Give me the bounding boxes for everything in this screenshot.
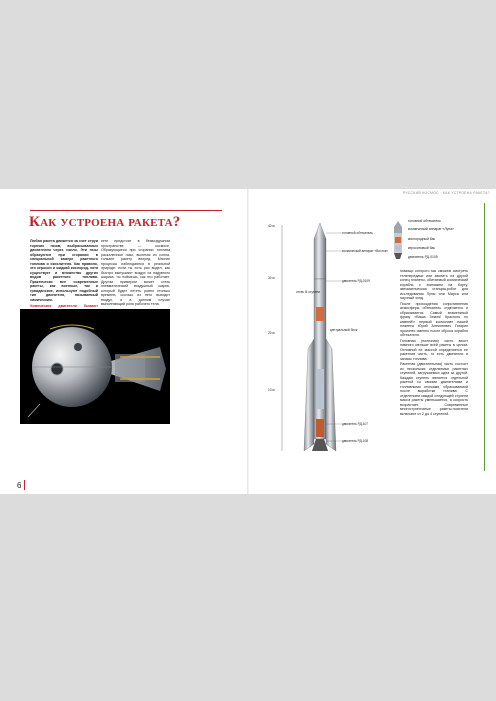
vostok-rocket-cutaway — [260, 219, 400, 474]
height-label: 20 м — [268, 331, 275, 335]
moon-label: головной обтекатель — [408, 219, 441, 223]
moon-label: кислородный бак — [408, 237, 436, 241]
page-number-bar — [24, 480, 25, 490]
diagram-label: центральный блок — [330, 328, 358, 332]
page-number: 6 — [17, 481, 22, 490]
moon-label: космический аппарат «Луна» — [408, 227, 455, 231]
book-spread — [0, 189, 496, 494]
title-rule — [30, 210, 222, 211]
right-page-rule — [484, 203, 485, 471]
diagram-label: головной обтекатель — [342, 231, 373, 235]
height-scale — [268, 224, 282, 451]
height-label: 30 м — [268, 276, 275, 280]
diagram-label: отсек III ступени — [296, 290, 321, 294]
paragraph: Головная (полезная) часть весит намного меньше всей ракеты в целом. Основной ее массой определяется ее ракетная часть, то есть двигатели и запасы топлива. — [400, 338, 468, 361]
book-gutter — [247, 189, 249, 494]
vostok-capsule-photo — [20, 309, 170, 424]
diagram-label: двигатель РД-107 — [342, 422, 369, 426]
page-title: Как устроена ракета? — [29, 214, 181, 230]
lead-paragraph: Любая ракета движется за счет струи горячих газов, выбрасываемых двигателем через сопло. Эти газы образуются при сгорании в специальной камере ракетного топлива и окислителя. Как правило, это керосин и жидкий кислород, хотя существует и множество других видов ракетного топлива. Практически все современные ракеты, как военные, так и гражданские, используют подобный тип двигателя, называемый химическим. — [30, 239, 98, 302]
moon-rocket-detail — [392, 219, 484, 269]
vostok-capsule-illustration — [20, 309, 170, 424]
diagram-label: двигатель РД-0109 — [342, 279, 370, 283]
moon-label: керосиновый бак — [408, 246, 435, 250]
paragraph: После прохождения сопротивления атмосферы обтекатель отделяется и сбрасывается. Самый знаменитый фразу «Ваша Земля! Красного по камней!» первый космонавт нашей планеты Юрий Алексеевич Гагарин произнес именно после сброса корабля обтекателя. — [400, 301, 468, 337]
diagram-label: двигатель РД-108 — [342, 439, 369, 443]
paragraph: Ракетная (двигательная) часть состоит из нескольких отделяемых ракетных ступеней, загружаемых одна за другой. Каждая ступень является отдельной ракетой со своими двигателями и топливными отсеками, сбрасываемой после выработки топлива. С отделением каждой следующей ступени масса ракеты уменьшается, а скорость возрастает. Современные многоступенчатые ракеты-носители включают от 2 до 4 ступеней. — [400, 362, 468, 416]
moon-label: двигатель РД-0105 — [408, 255, 438, 259]
height-label: 10 м — [268, 388, 275, 392]
paragraph: помощи которого мы сможем смотреть телепередачи или звонить на другой конец планеты, обитаемый космический корабль с экипажем на борту, автоматическая станция-робот для исследования Луны или Марса или научный зонд. — [400, 269, 468, 300]
subheading: Химические двигатели бывают — [30, 304, 98, 308]
running-title: РУССКИЙ КОСМОС · КАК УСТРОЕНА РАКЕТА? — [402, 191, 490, 195]
height-label: 40 м — [268, 224, 275, 228]
diagram-label: космический аппарат «Восток» — [342, 249, 389, 253]
rocket-diagram — [260, 219, 400, 474]
text-column-5 — [400, 269, 468, 417]
paragraph: кете предстоит в безвоздушном пространстве — космосе. Образующиеся при сгорании топлива раскаленные газы, вылетая из сопла, толкают ракету вперед. Многие процессы наблюдаются в реальной природе: если ты хоть раз видел, как быстро выпускают воздух из надувного шарика, ты поймешь, как это работает. Другим примером может стать пневматический воздушный шарик, который будет лететь ровно столько времени, сколько из него выходит воздух, и в данном случае выполняющий роль рабочего тела. — [101, 239, 170, 306]
rocket-body — [304, 223, 336, 451]
